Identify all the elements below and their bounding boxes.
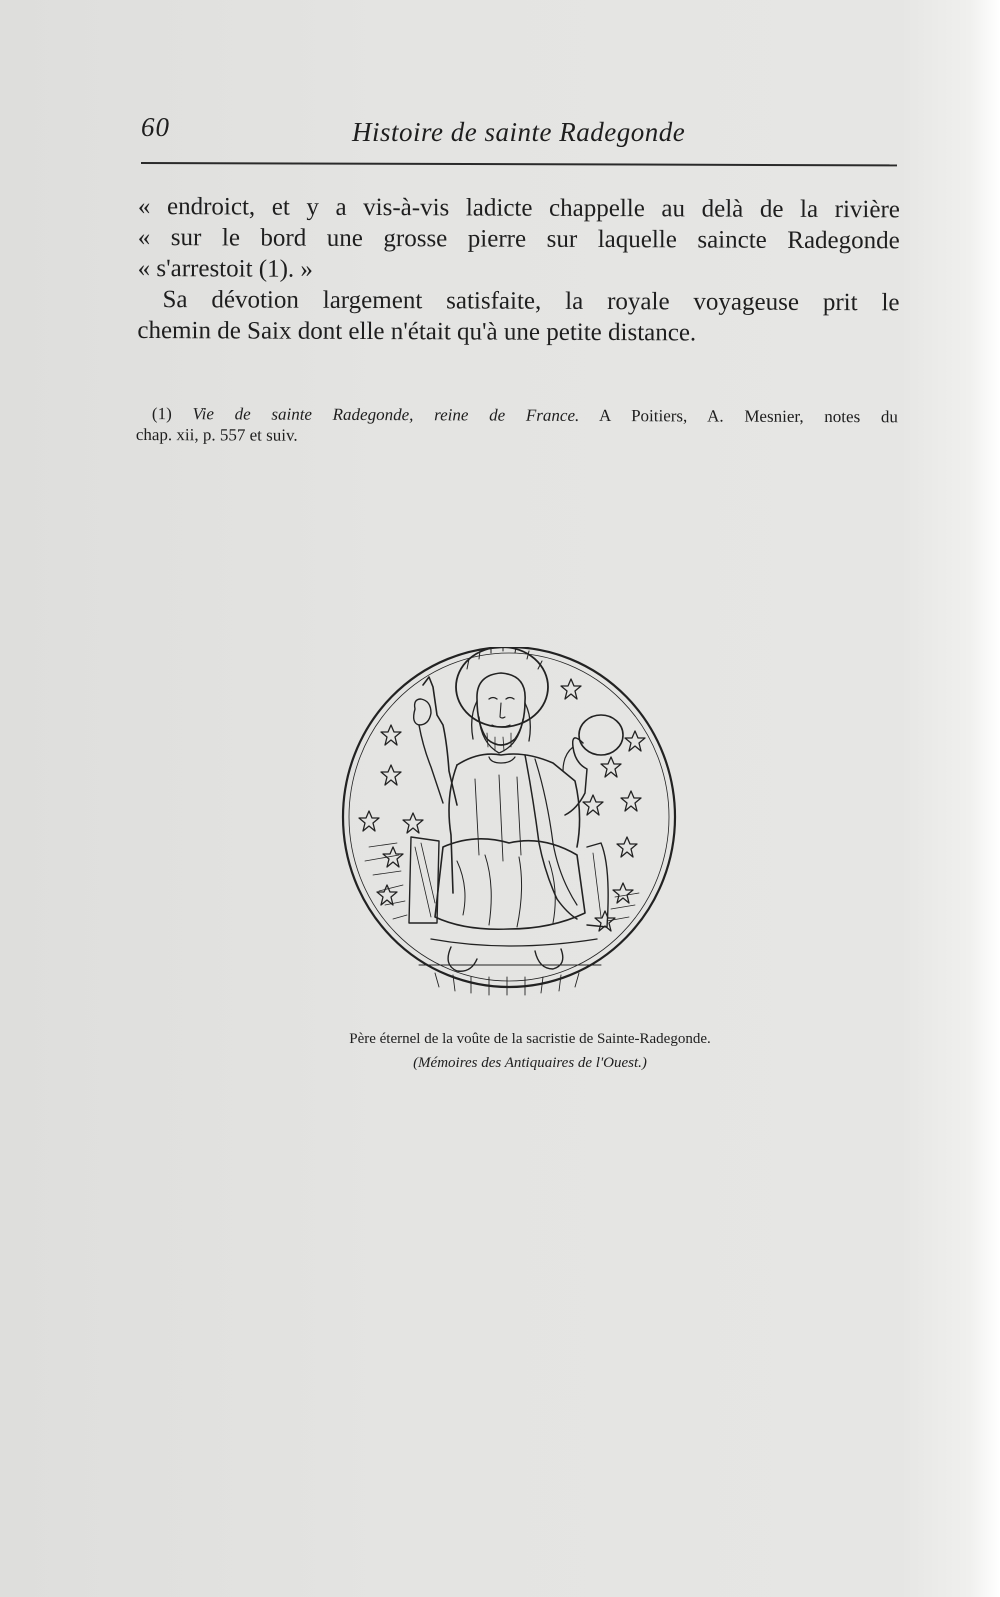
page-number: 60 — [141, 112, 170, 142]
medallion-illustration — [339, 647, 689, 1003]
running-head — [141, 112, 899, 152]
caption-line-1: Père éternel de la voûte de la sacristie de Sainte-Radegonde. — [349, 1031, 711, 1047]
body-text — [137, 191, 900, 349]
body-line-3: « s'arrestoit (1). » — [137, 254, 314, 283]
footnote-line-2: chap. xii, p. 557 et suiv. — [135, 424, 298, 445]
body-line-1: « endroict, et y a vis-à-vis ladicte chappelle au delà de la rivière — [137, 192, 900, 224]
footnote-marker: (1) — [151, 404, 172, 424]
body-line-4: Sa dévotion largement satisfaite, la royale voyageuse prit le — [162, 286, 900, 317]
body-line-2: « sur le bord une grosse pierre sur laquelle saincte Radegonde — [137, 223, 900, 255]
footnote — [136, 403, 898, 448]
footnote-rest: A Poitiers, A. Mesnier, notes du — [599, 406, 898, 427]
medallion-drawing — [339, 647, 689, 1003]
figure-caption — [230, 1027, 830, 1075]
header-rule — [141, 162, 897, 166]
caption-line-2: (Mémoires des Antiquaires de l'Ouest.) — [413, 1055, 647, 1071]
footnote-title: Vie de sainte Radegonde, reine de France. — [192, 404, 580, 425]
running-title: Histoire de sainte Radegonde — [352, 117, 686, 147]
body-line-5: chemin de Saix dont elle n'était qu'à une petite distance. — [137, 316, 697, 347]
